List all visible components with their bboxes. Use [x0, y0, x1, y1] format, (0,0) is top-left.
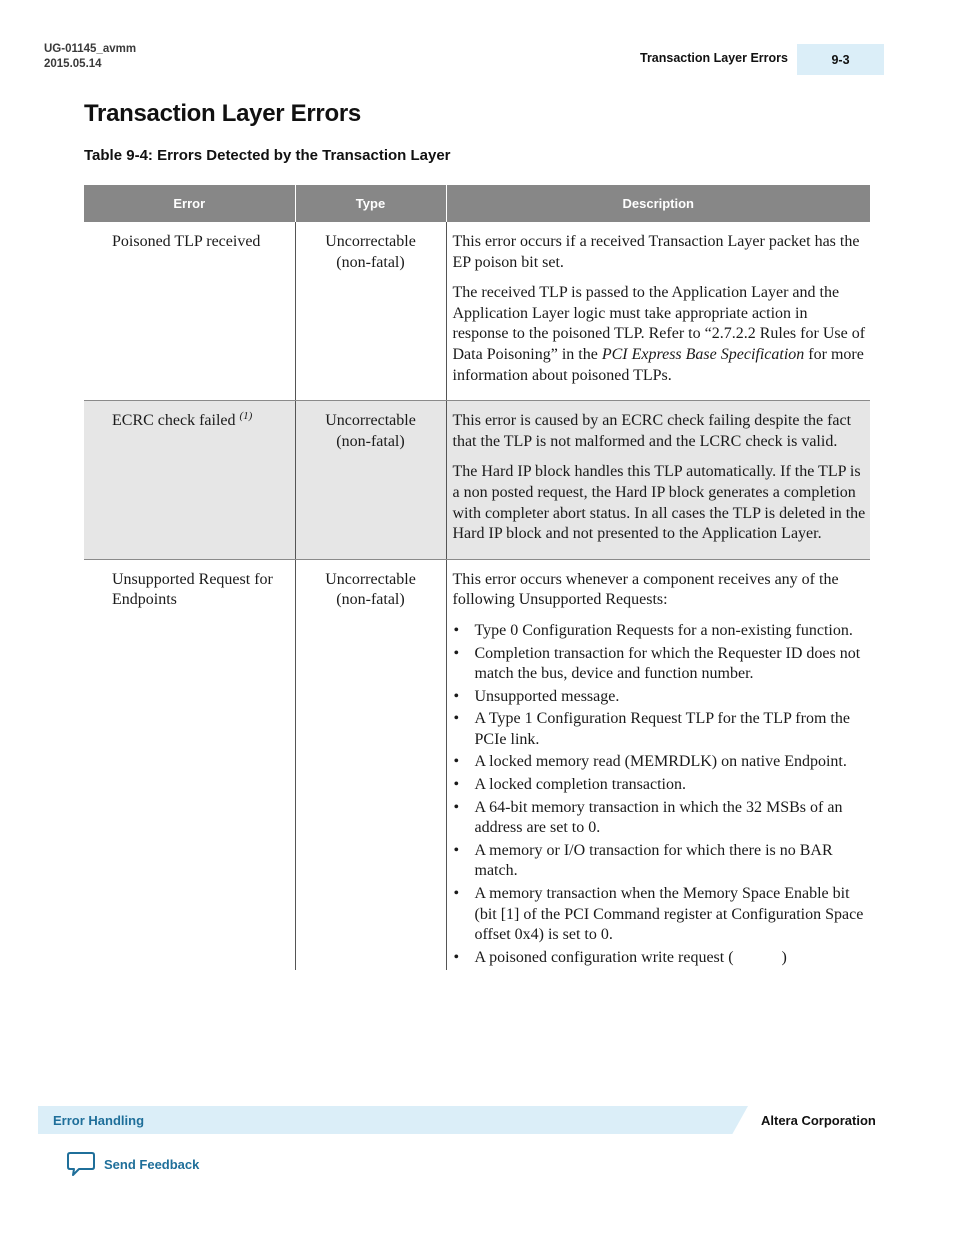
- error-cell: Poisoned TLP received: [84, 222, 295, 401]
- description-cell: [446, 559, 870, 970]
- type-text: Uncorrectable: [325, 570, 416, 588]
- type-qualifier: (non-fatal): [336, 591, 405, 609]
- table-row: [84, 222, 870, 401]
- document-id: UG-01145_avmm: [44, 43, 137, 55]
- speech-bubble-icon: [66, 1151, 96, 1177]
- description-paragraph: This error is caused by an ECRC check failing despite the fact that the TLP is not malformed and the LCRC check is valid.: [452, 412, 852, 450]
- list-item: • Completion transaction for which the Requester ID does not match the bus, device and function number.: [453, 644, 867, 685]
- footer-band: [38, 1106, 748, 1134]
- description-paragraph: This error occurs if a received Transaction Layer packet has the EP poison bit set.: [452, 233, 860, 271]
- document-id-block: [44, 42, 136, 72]
- list-item: • A memory or I/O transaction for which there is no BAR match.: [453, 841, 867, 882]
- list-item: • Type 0 Configuration Requests for a non-existing function.: [453, 621, 867, 642]
- footnote-reference: (1): [239, 410, 253, 423]
- spec-title: PCI Express Base Specification: [601, 345, 805, 363]
- table-row: [84, 401, 870, 560]
- list-item: • A locked memory read (MEMRDLK) on native Endpoint.: [453, 752, 867, 773]
- description-paragraph: This error occurs whenever a component receives any of the following Unsupported Requests:: [452, 570, 839, 609]
- error-cell: Unsupported Request for Endpoints: [84, 559, 295, 970]
- list-item: • Unsupported message.: [453, 687, 867, 708]
- type-cell: [295, 401, 446, 560]
- footer-chapter-link[interactable]: Error Handling: [53, 1113, 145, 1128]
- page-title: Transaction Layer Errors: [84, 100, 361, 127]
- errors-table: [84, 185, 870, 970]
- error-text: ECRC check failed: [112, 412, 236, 430]
- footer-company: Altera Corporation: [761, 1113, 876, 1128]
- list-item: • A memory transaction when the Memory Space Enable bit (bit [1] of the PCI Command register at Configuration Space offset 0x4) is set to 0.: [453, 884, 867, 946]
- column-header-type: Type: [295, 185, 446, 222]
- type-cell: [295, 222, 446, 401]
- column-header-description: Description: [446, 185, 870, 222]
- running-header-section: Transaction Layer Errors: [640, 51, 788, 65]
- list-item: • A poisoned configuration write request ( ): [453, 948, 867, 969]
- list-item: • A 64-bit memory transaction in which the 32 MSBs of an address are set to 0.: [453, 798, 867, 839]
- send-feedback-link[interactable]: [66, 1151, 199, 1177]
- page-number-tab: [797, 44, 884, 75]
- column-header-error: Error: [84, 185, 295, 222]
- list-item: • A locked completion transaction.: [453, 775, 867, 796]
- type-text: Uncorrectable: [325, 412, 416, 430]
- table-caption: Table 9-4: Errors Detected by the Transaction Layer: [84, 147, 451, 164]
- type-cell: [295, 559, 446, 970]
- description-text: The received TLP is passed to the Application Layer and the Application Layer logic must take appropriate action in response to the poisoned TLP. Refer to “2.7.2.2 Rules for Use of Data Poisoning” in the: [452, 284, 866, 363]
- type-qualifier: (non-fatal): [336, 253, 405, 271]
- type-text: Uncorrectable: [325, 233, 416, 250]
- error-cell: [84, 401, 295, 560]
- document-date: 2015.05.14: [44, 58, 102, 70]
- description-paragraph: The Hard IP block handles this TLP automatically. If the TLP is a non posted request, the Hard IP block generates a completion with completer abort status. In all cases the TLP is deleted in the Hard IP block and not presented to the Application Layer.: [452, 463, 866, 543]
- table-header-row: [84, 185, 870, 222]
- type-qualifier: (non-fatal): [336, 432, 405, 450]
- unsupported-request-list: [453, 621, 867, 969]
- description-cell: [446, 222, 870, 401]
- table-row: [84, 559, 870, 970]
- description-text: for more information about poisoned TLPs.: [452, 345, 864, 384]
- page-number: 9-3: [831, 52, 850, 67]
- list-item: • A Type 1 Configuration Request TLP for the TLP from the PCIe link.: [453, 709, 867, 750]
- description-paragraph: [453, 283, 867, 386]
- send-feedback-label: Send Feedback: [104, 1156, 200, 1172]
- description-cell: [446, 401, 870, 560]
